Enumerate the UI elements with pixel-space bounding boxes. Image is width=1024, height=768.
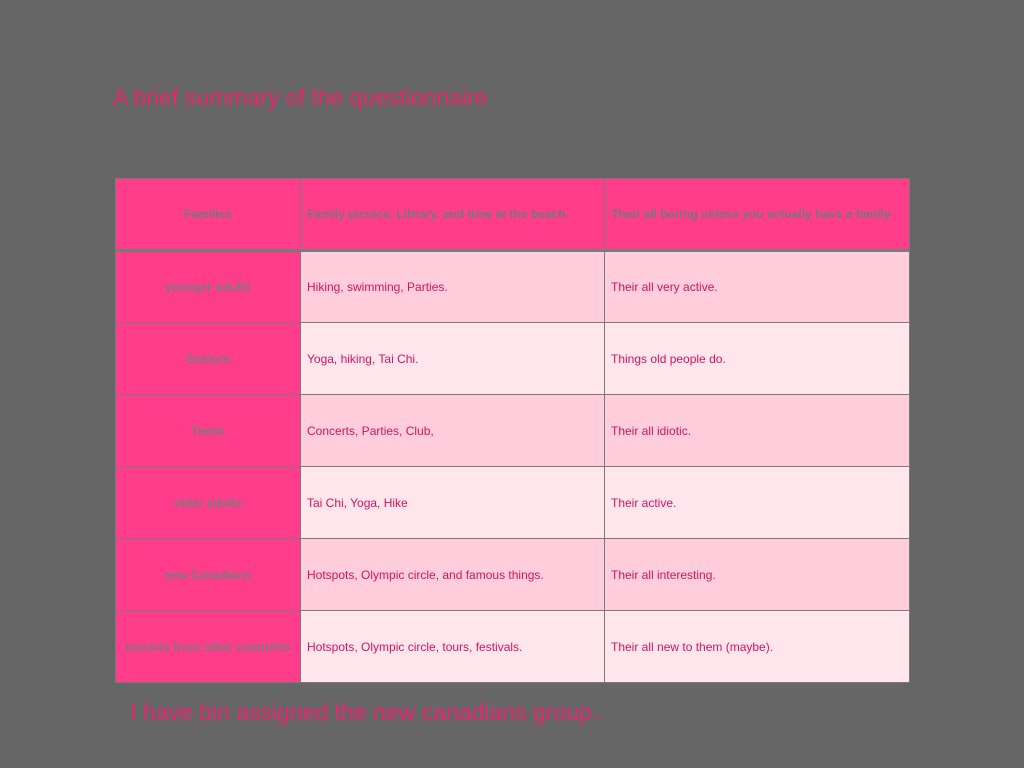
footer-note: I have bin assigned the new canadians group.. [130,699,605,725]
header-comment-cell: Their all boring unless you actually have a family [605,179,910,251]
activities-cell: Yoga, hiking, Tai Chi. [301,323,605,395]
group-cell: tourists from other countries [116,611,301,683]
questionnaire-summary-table [115,178,910,683]
table-row [116,323,910,395]
activities-cell: Hotspots, Olympic circle, tours, festivals. [301,611,605,683]
comment-cell: Their active. [605,467,910,539]
comment-cell: Their all idiotic. [605,395,910,467]
slide-title: A brief summary of the questionnaire [113,84,488,110]
group-cell: younger adults [116,251,301,323]
activities-cell: Tai Chi, Yoga, Hike [301,467,605,539]
group-cell: older adults [116,467,301,539]
group-cell: Seniors [116,323,301,395]
comment-cell: Their all interesting. [605,539,910,611]
group-cell: Teens [116,395,301,467]
table-row [116,251,910,323]
group-cell: new Canadians [116,539,301,611]
comment-cell: Their all new to them (maybe). [605,611,910,683]
comment-cell: Their all very active. [605,251,910,323]
activities-cell: Hiking, swimming, Parties. [301,251,605,323]
table-row [116,467,910,539]
table-row [116,611,910,683]
header-group-cell: Families [116,179,301,251]
header-activities-cell: Family picnics, Library, and time at the beach. [301,179,605,251]
table-row [116,395,910,467]
activities-cell: Concerts, Parties, Club, [301,395,605,467]
comment-cell: Things old people do. [605,323,910,395]
activities-cell: Hotspots, Olympic circle, and famous things. [301,539,605,611]
table-row [116,539,910,611]
table-header-row [116,179,910,251]
